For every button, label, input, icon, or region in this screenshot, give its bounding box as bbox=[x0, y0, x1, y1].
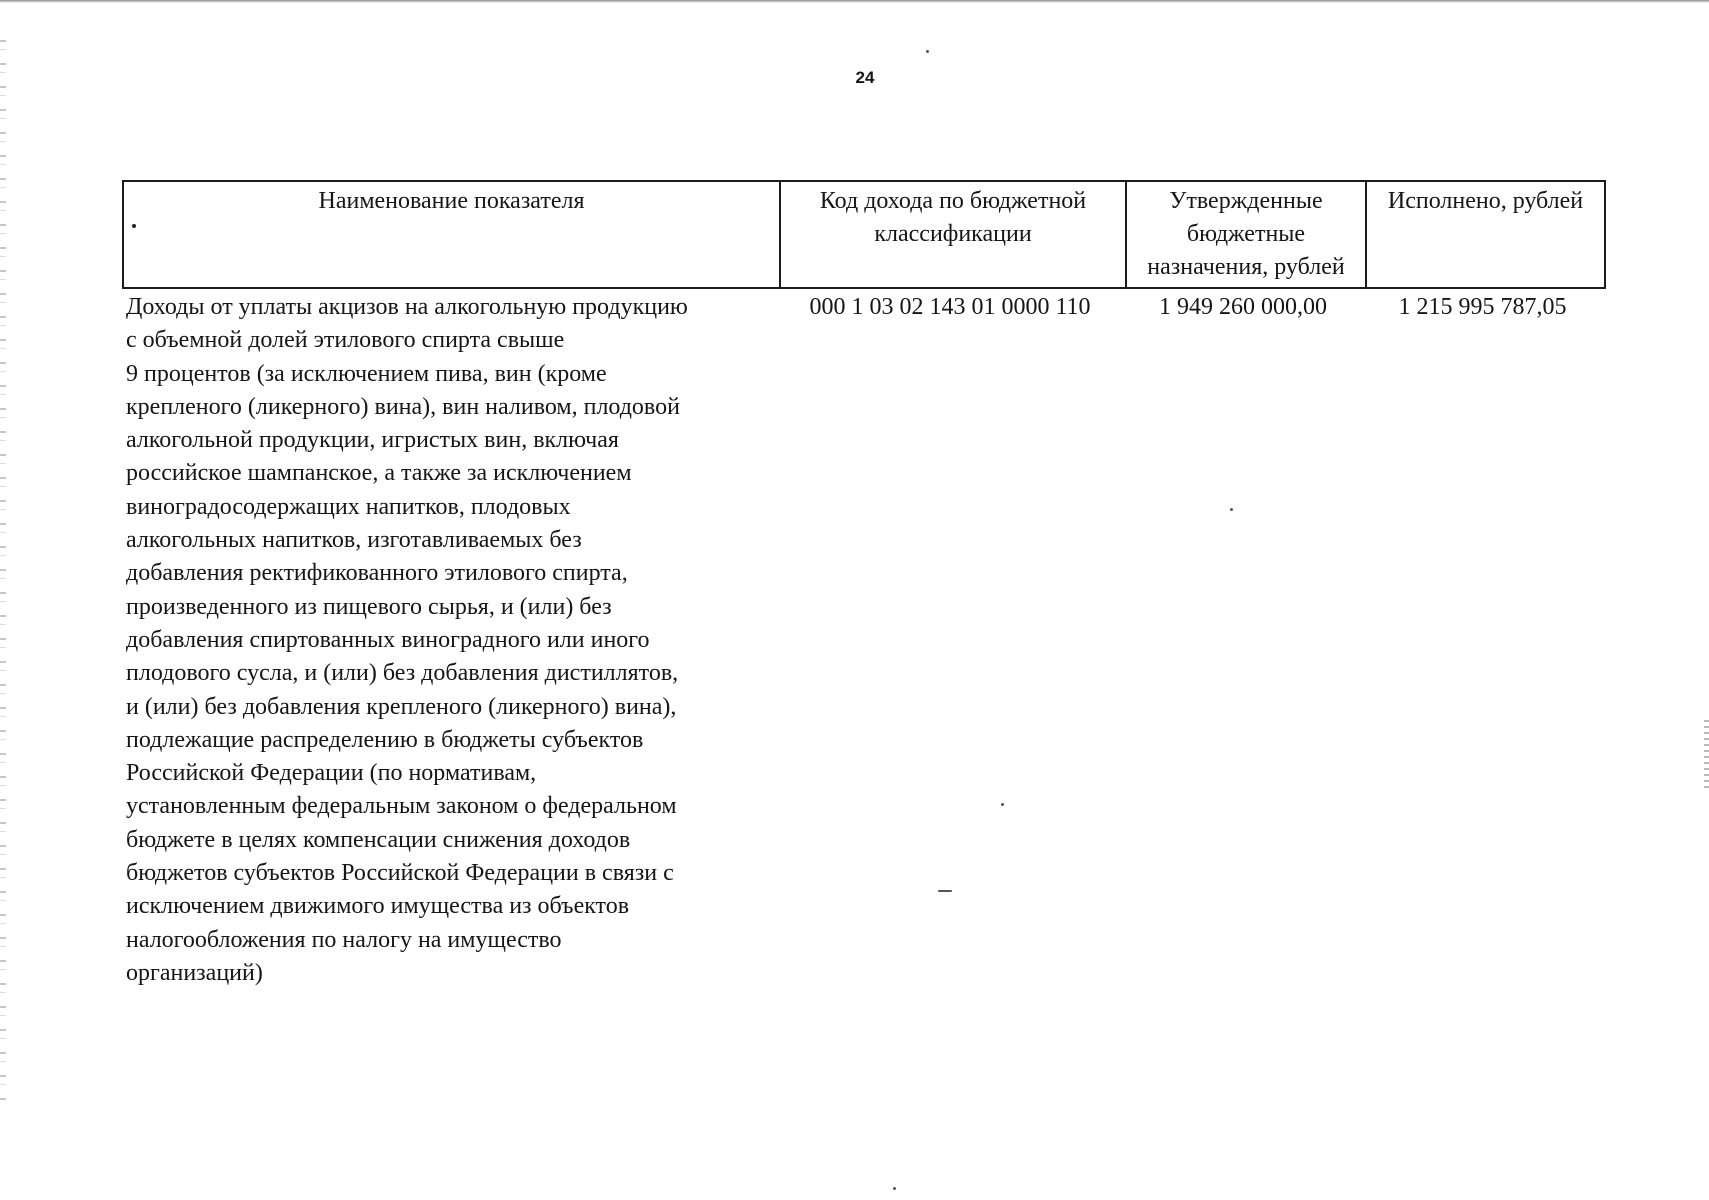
row-name: Доходы от уплаты акцизов на алкогольную продукцию с объемной долей этилового спирта свыше 9 процентов (за исключением пива, вин (кроме крепленого (ликерного) вина), вин наливом, плодовой алкогольной продукции, игристых вин, включая российское шампанское, а также за исключением виноградосодержащих напитков, плодовых алкогольных напитков, изготавливаемых без добавления ректификованного этилового спирта, произведенного из пищевого сырья, и (или) без добавления спиртованных виноградного или иного плодового сусла, и (или) без добавления дистиллятов, и (или) без добавления крепленого (ликерного) вина), подлежащие распределению в бюджеты субъектов Российской Федерации (по нормативам, установленным федеральным законом о федеральном бюджете в целях компенсации снижения доходов бюджетов субъектов Российской Федерации в связи с исключением движимого имущества из объектов налогообложения по налогу на имущество организаций) bbox=[126, 294, 688, 986]
header-name: Наименование показателя bbox=[318, 188, 585, 214]
scan-speck bbox=[132, 224, 136, 228]
scan-speck bbox=[893, 1187, 896, 1190]
row-executed: 1 215 995 787,05 bbox=[1398, 294, 1567, 320]
header-approved: Утвержденные бюджетные назначения, рублей bbox=[1125, 182, 1365, 287]
scan-speck bbox=[926, 50, 929, 53]
scan-edge-left bbox=[0, 40, 6, 1100]
scan-edge-top bbox=[0, 0, 1709, 3]
table-row bbox=[122, 291, 1606, 990]
row-approved: 1 949 260 000,00 bbox=[1159, 294, 1327, 320]
header-executed: Исполнено, рублей bbox=[1365, 182, 1604, 287]
page-number: 24 bbox=[855, 68, 875, 87]
row-code: 000 1 03 02 143 01 0000 110 bbox=[809, 294, 1091, 320]
header-code: Код дохода по бюджетной классификации bbox=[779, 182, 1125, 287]
scan-edge-right bbox=[1704, 720, 1709, 790]
table-header bbox=[122, 180, 1606, 289]
